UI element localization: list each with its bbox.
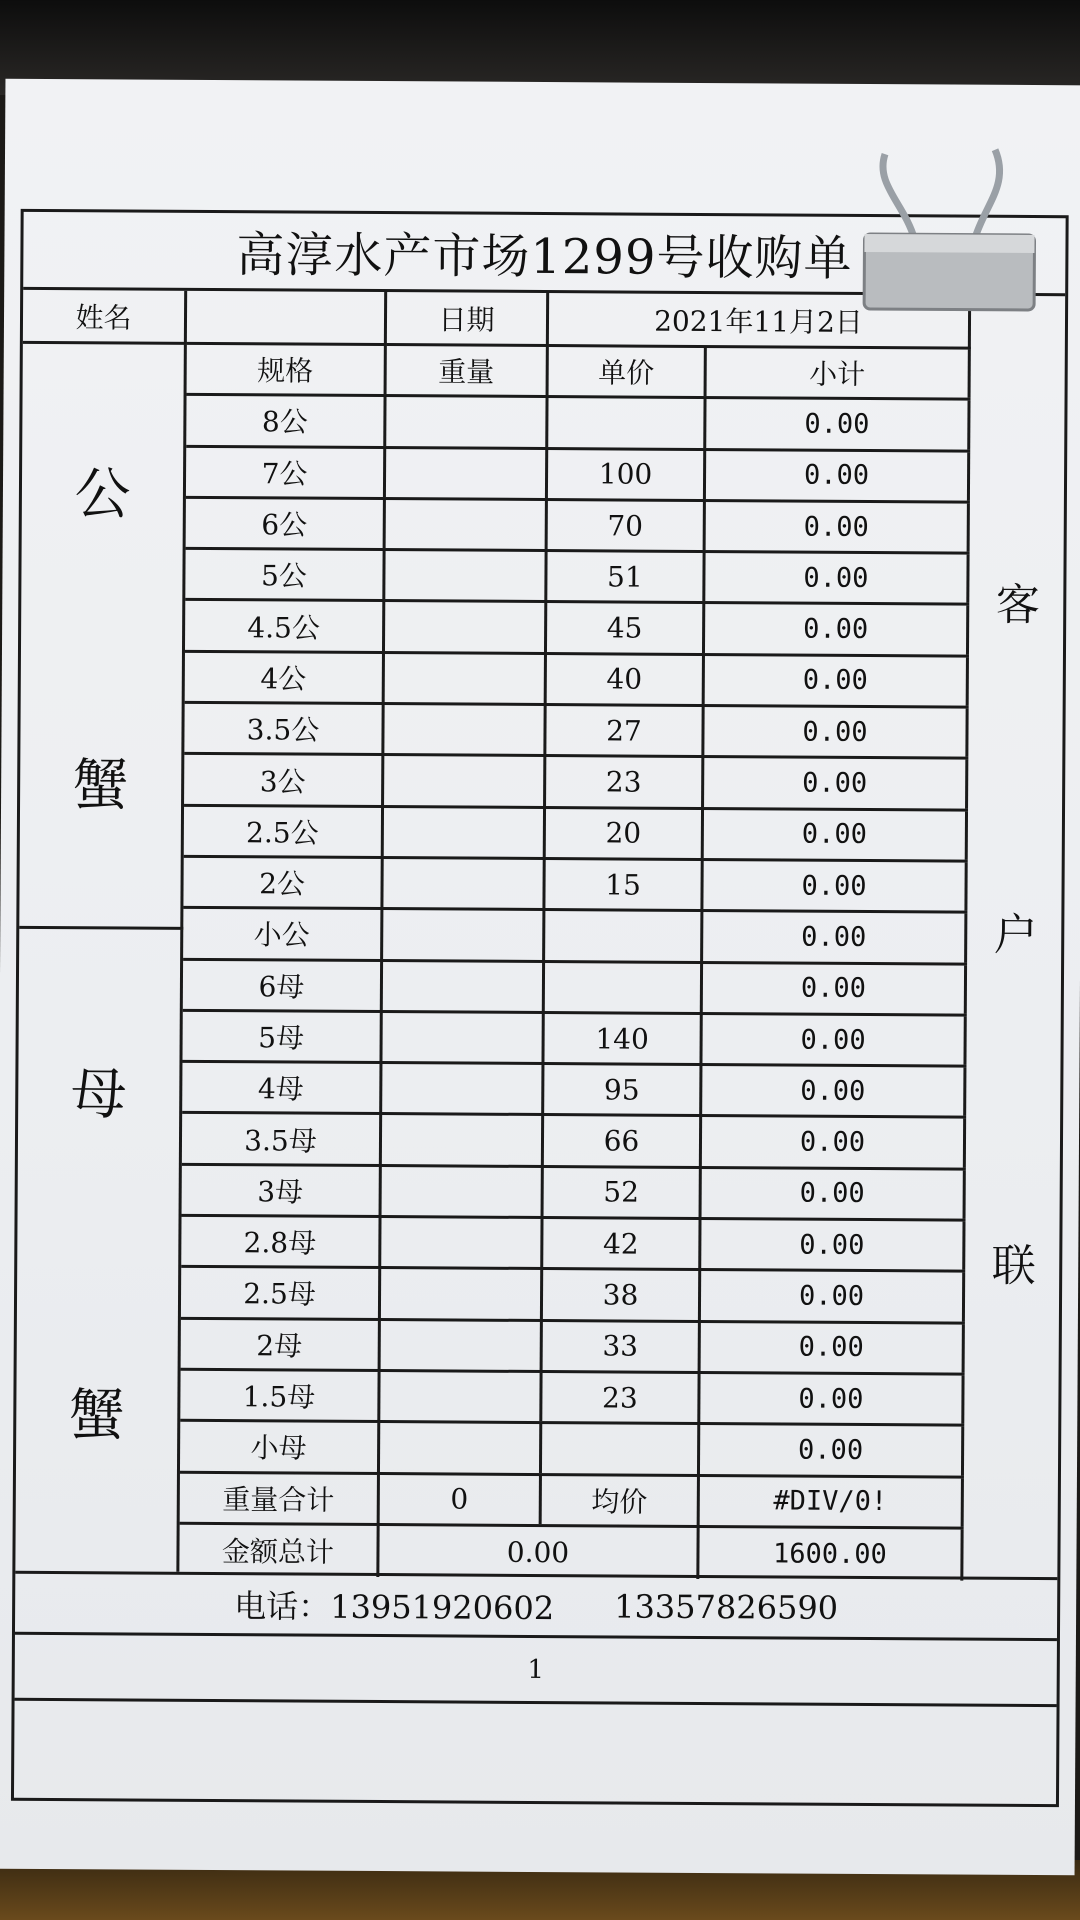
weight-total-row xyxy=(180,1473,964,1529)
price-cell: 38 xyxy=(543,1270,701,1319)
subtotal-cell: 0.00 xyxy=(701,1271,965,1321)
spec-cell: 3.5母 xyxy=(182,1114,382,1164)
weight-cell xyxy=(384,756,546,805)
table-row xyxy=(186,396,970,452)
spec-cell: 5母 xyxy=(182,1012,382,1062)
weight-cell xyxy=(386,397,548,446)
subtotal-cell: 0.00 xyxy=(700,1425,964,1475)
table-row xyxy=(180,1422,964,1478)
price-cell: 20 xyxy=(546,809,704,858)
female-crab-group-label xyxy=(15,929,183,1572)
subtotal-cell: 0.00 xyxy=(703,964,967,1014)
subtotal-cell: 0.00 xyxy=(702,1117,966,1167)
subtotal-cell: 0.00 xyxy=(704,810,968,860)
form-title: 高淳水产市场1299号收购单 xyxy=(23,212,1065,296)
spec-cell: 3.5公 xyxy=(184,704,384,754)
spec-cell: 4公 xyxy=(185,653,385,703)
spec-cell: 2母 xyxy=(181,1319,381,1369)
table-row xyxy=(184,806,968,862)
table-row xyxy=(186,499,970,555)
table-row xyxy=(183,909,967,965)
table-row xyxy=(186,447,970,503)
price-cell: 51 xyxy=(547,552,705,601)
subtotal-cell: 0.00 xyxy=(703,912,967,962)
subtotal-cell: 0.00 xyxy=(704,707,968,757)
column-header-subtotal: 小计 xyxy=(707,348,971,398)
name-label: 姓名 xyxy=(23,290,187,345)
subtotal-cell: 0.00 xyxy=(704,758,968,808)
weight-cell xyxy=(381,1269,543,1318)
receipt-paper xyxy=(0,79,1080,1876)
table-row xyxy=(181,1319,965,1375)
price-cell: 95 xyxy=(544,1065,702,1114)
subtotal-cell: 0.00 xyxy=(706,502,970,552)
table-row xyxy=(183,960,967,1016)
weight-total-value: 0 xyxy=(380,1475,542,1524)
weight-cell xyxy=(381,1321,543,1370)
copy-label-1: 客 xyxy=(995,579,1040,632)
binder-clip-icon xyxy=(844,144,1045,315)
spec-cell: 1.5母 xyxy=(180,1371,380,1421)
phone-footer xyxy=(15,1571,1057,1641)
male-crab-group-label xyxy=(19,344,187,930)
spec-cell: 小母 xyxy=(180,1422,380,1472)
spec-cell: 小公 xyxy=(183,909,383,959)
subtotal-cell: 0.00 xyxy=(706,451,970,501)
table-row xyxy=(184,755,968,811)
weight-cell xyxy=(383,910,545,959)
weight-total-label: 重量合计 xyxy=(180,1473,380,1523)
spec-cell: 2公 xyxy=(183,858,383,908)
table-row xyxy=(182,1063,966,1119)
weight-cell xyxy=(382,1167,544,1216)
phone-label: 电话： xyxy=(234,1587,331,1626)
table-row xyxy=(184,704,968,760)
name-value xyxy=(187,291,387,346)
subtotal-cell: 0.00 xyxy=(703,861,967,911)
phone-number-2: 13357826590 xyxy=(614,1587,839,1627)
subtotal-cell: 0.00 xyxy=(702,1015,966,1065)
table-body xyxy=(180,396,971,1478)
subtotal-cell: 0.00 xyxy=(700,1374,964,1424)
female-label-2: 蟹 xyxy=(68,1382,126,1448)
spec-cell: 6母 xyxy=(183,960,383,1010)
price-cell: 40 xyxy=(547,655,705,704)
price-cell: 45 xyxy=(547,604,705,653)
table-row xyxy=(182,1012,966,1068)
subtotal-cell: 0.00 xyxy=(701,1220,965,1270)
avg-price-value: #DIV/0! xyxy=(700,1477,964,1527)
weight-cell xyxy=(386,500,548,549)
price-cell: 23 xyxy=(546,757,704,806)
table-row xyxy=(182,1114,966,1170)
table-row xyxy=(180,1371,964,1427)
price-cell: 27 xyxy=(546,706,704,755)
table-row xyxy=(181,1217,965,1273)
spec-cell: 2.5母 xyxy=(181,1268,381,1318)
table-row xyxy=(183,858,967,914)
price-cell: 15 xyxy=(545,860,703,909)
table-row xyxy=(185,601,969,657)
table-row xyxy=(185,653,969,709)
subtotal-cell: 0.00 xyxy=(702,1066,966,1116)
customer-copy-label xyxy=(963,296,1068,1578)
purchase-form xyxy=(11,209,1069,1807)
subtotal-cell: 0.00 xyxy=(706,399,970,449)
price-table xyxy=(179,345,971,1581)
weight-cell xyxy=(384,705,546,754)
female-label-1: 母 xyxy=(70,1061,127,1127)
price-cell: 100 xyxy=(548,450,706,499)
subtotal-cell: 0.00 xyxy=(705,656,969,706)
amount-total-label: 金额总计 xyxy=(179,1525,379,1578)
table-row xyxy=(182,1166,966,1222)
price-cell: 23 xyxy=(542,1373,700,1422)
spec-cell: 4.5公 xyxy=(185,601,385,651)
spec-cell: 6公 xyxy=(186,499,386,549)
male-label-2: 蟹 xyxy=(72,752,129,818)
amount-extra-value: 1600.00 xyxy=(699,1528,963,1581)
weight-cell xyxy=(382,1115,544,1164)
spec-cell: 2.8母 xyxy=(181,1217,381,1267)
weight-cell xyxy=(385,551,547,600)
subtotal-cell: 0.00 xyxy=(705,553,969,603)
price-cell xyxy=(545,911,703,960)
weight-cell xyxy=(382,1064,544,1113)
weight-cell xyxy=(383,859,545,908)
weight-cell xyxy=(380,1423,542,1472)
spec-cell: 3公 xyxy=(184,755,384,805)
table-row xyxy=(181,1268,965,1324)
amount-total-value: 0.00 xyxy=(379,1526,699,1579)
spec-cell: 8公 xyxy=(186,396,386,446)
price-cell xyxy=(548,398,706,447)
weight-cell xyxy=(384,808,546,857)
copy-label-3: 联 xyxy=(991,1240,1036,1292)
avg-price-label: 均价 xyxy=(542,1476,700,1525)
spec-cell: 5公 xyxy=(185,550,385,600)
table-header-row xyxy=(187,345,971,401)
weight-cell xyxy=(380,1372,542,1421)
weight-cell xyxy=(385,654,547,703)
column-header-weight: 重量 xyxy=(387,346,549,395)
spec-cell: 3母 xyxy=(182,1166,382,1216)
table-row xyxy=(185,550,969,606)
date-value: 2021年11月2日 xyxy=(549,293,971,350)
page-number: 1 xyxy=(15,1635,1057,1707)
subtotal-cell: 0.00 xyxy=(705,604,969,654)
price-cell: 33 xyxy=(543,1322,701,1371)
weight-cell xyxy=(385,603,547,652)
weight-cell xyxy=(383,962,545,1011)
price-cell: 66 xyxy=(544,1116,702,1165)
spec-cell: 4母 xyxy=(182,1063,382,1113)
price-cell: 70 xyxy=(548,501,706,550)
male-label-1: 公 xyxy=(74,461,131,527)
subtotal-cell: 0.00 xyxy=(702,1169,966,1219)
weight-cell xyxy=(386,449,548,498)
spec-cell: 2.5公 xyxy=(184,806,384,856)
column-header-spec: 规格 xyxy=(187,345,387,395)
column-header-price: 单价 xyxy=(549,347,707,396)
subtotal-cell: 0.00 xyxy=(701,1323,965,1373)
phone-number-1: 13951920602 xyxy=(330,1587,555,1628)
price-cell: 52 xyxy=(544,1168,702,1217)
weight-cell xyxy=(381,1218,543,1267)
price-cell xyxy=(545,963,703,1012)
copy-label-2: 户 xyxy=(993,910,1038,962)
price-cell: 42 xyxy=(543,1219,701,1268)
price-cell: 140 xyxy=(544,1014,702,1063)
price-cell xyxy=(542,1424,700,1473)
spec-cell: 7公 xyxy=(186,447,386,497)
weight-cell xyxy=(382,1013,544,1062)
date-label: 日期 xyxy=(387,292,549,347)
